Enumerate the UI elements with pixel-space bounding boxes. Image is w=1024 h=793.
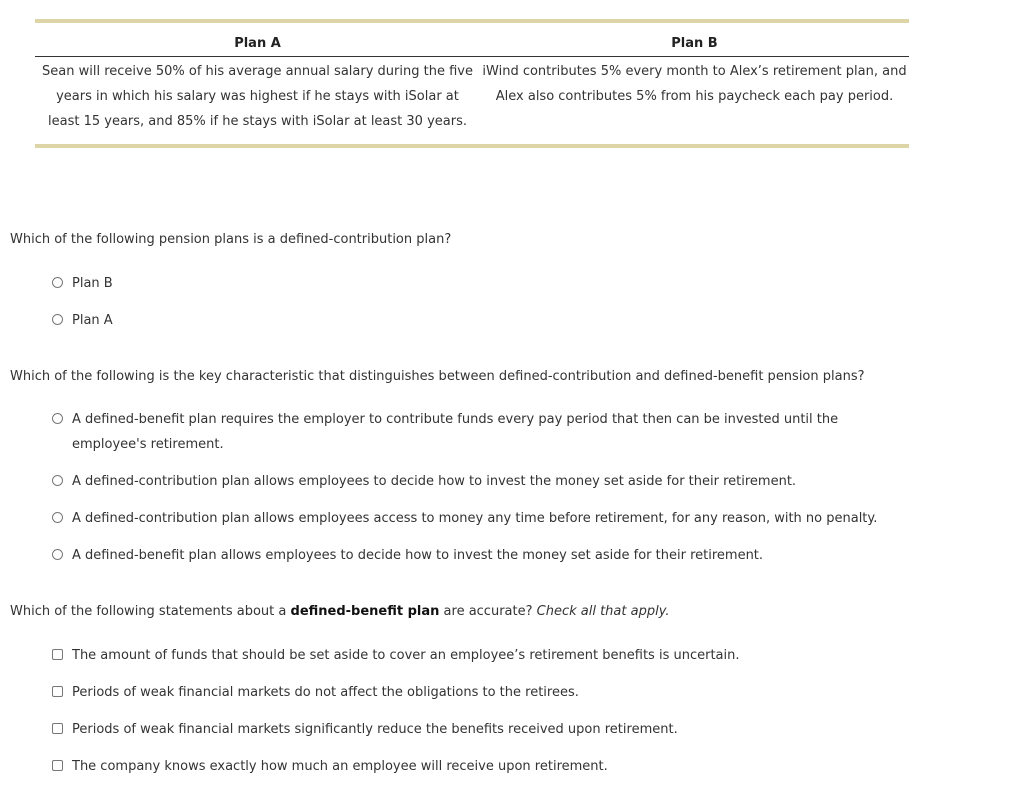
q2-option-1[interactable] (52, 407, 912, 457)
table-header-row (35, 21, 909, 57)
checkbox[interactable] (52, 649, 63, 660)
prompt-emphasis: defined-benefit plan (290, 604, 440, 619)
radio-button[interactable] (52, 277, 63, 288)
plan-comparison-table (35, 19, 909, 148)
question-2-prompt: Which of the following is the key characteristic that distinguishes between defined-contribution and defined-benefit pension plans? (10, 369, 865, 384)
option-label: Periods of weak financial markets do not affect the obligations to the retirees. (72, 685, 579, 700)
option-label: The company knows exactly how much an employee will receive upon retirement. (72, 759, 608, 774)
option-label: Periods of weak financial markets significantly reduce the benefits received upon retirement. (72, 722, 678, 737)
checkbox[interactable] (52, 723, 63, 734)
radio-button[interactable] (52, 549, 63, 560)
table-row (35, 57, 909, 147)
option-label: A defined-contribution plan allows employees access to money any time before retirement, for any reason, with no penalty. (72, 511, 878, 526)
question-3-prompt (10, 604, 670, 620)
question-1-prompt: Which of the following pension plans is a defined-contribution plan? (10, 232, 452, 247)
plan-a-header: Plan A (35, 21, 480, 57)
option-label: A defined-benefit plan allows employees to decide how to invest the money set aside for their retirement. (72, 548, 764, 563)
option-label: A defined-benefit plan requires the employer to contribute funds every pay period that then can be invested until the employee's retirement. (72, 412, 839, 452)
plan-b-description: iWind contributes 5% every month to Alex’s retirement plan, and Alex also contributes 5% from his paycheck each pay period. (482, 64, 907, 104)
checkbox[interactable] (52, 760, 63, 771)
option-label: Plan B (72, 276, 113, 291)
radio-button[interactable] (52, 475, 63, 486)
plan-b-header: Plan B (480, 21, 909, 57)
q1-option-plan-a[interactable] (52, 308, 113, 333)
plan-a-description: Sean will receive 50% of his average annual salary during the five years in which his salary was highest if he stays with iSolar at least 15 years, and 85% if he stays with iSolar at least 30 years. (42, 64, 473, 129)
q1-option-plan-b[interactable] (52, 271, 113, 296)
option-label: The amount of funds that should be set aside to cover an employee’s retirement benefits is uncertain. (72, 648, 740, 663)
q2-option-3[interactable] (52, 506, 877, 531)
q2-option-2[interactable] (52, 469, 796, 494)
radio-button[interactable] (52, 512, 63, 523)
checkbox[interactable] (52, 686, 63, 697)
q3-option-2[interactable] (52, 680, 579, 705)
q3-option-1[interactable] (52, 643, 740, 668)
q3-option-3[interactable] (52, 717, 678, 742)
prompt-instruction: Check all that apply. (536, 604, 670, 619)
radio-button[interactable] (52, 413, 63, 424)
prompt-text: are accurate? (439, 604, 537, 619)
q3-option-4[interactable] (52, 754, 608, 779)
prompt-text: Which of the following statements about a (10, 604, 291, 619)
q2-option-4[interactable] (52, 543, 763, 568)
option-label: A defined-contribution plan allows employees to decide how to invest the money set aside for their retirement. (72, 474, 797, 489)
radio-button[interactable] (52, 314, 63, 325)
option-label: Plan A (72, 313, 113, 328)
